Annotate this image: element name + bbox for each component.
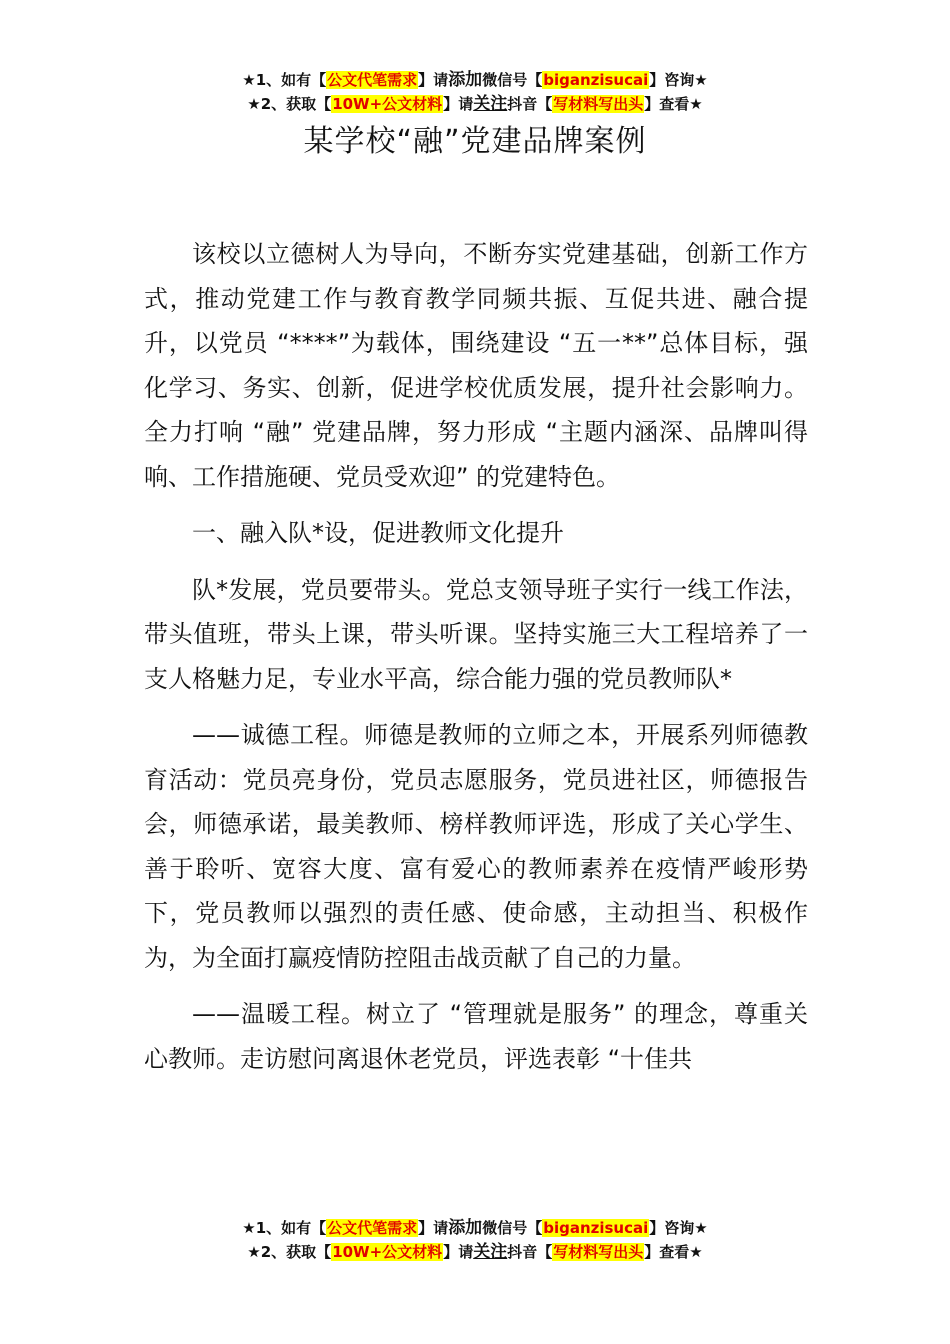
promo-text: 】查看★ <box>644 1243 703 1261</box>
promo-text: 】请 <box>443 1243 474 1261</box>
promo-highlight: 10W+公文材料 <box>332 95 443 113</box>
promo-emphasis: 添加 <box>448 70 483 90</box>
promo-text: 抖音【 <box>507 1243 553 1261</box>
promo-highlight: 公文代笔需求 <box>327 1219 418 1237</box>
promo-emphasis: 关注 <box>473 94 508 114</box>
promo-highlight: 10W+公文材料 <box>332 1243 443 1261</box>
promo-line-1 <box>0 1216 950 1240</box>
document-title: 某学校“融”党建品牌案例 <box>303 124 647 159</box>
promo-emphasis: 关注 <box>473 1242 508 1262</box>
promo-emphasis: 添加 <box>448 1218 483 1238</box>
promo-text: 】查看★ <box>644 95 703 113</box>
promo-text: ★1、如有【 <box>242 71 327 89</box>
promo-text: 】请 <box>443 95 474 113</box>
promo-line-2 <box>0 1240 950 1264</box>
document-body <box>144 232 808 1093</box>
promo-highlight: 公文代笔需求 <box>327 71 418 89</box>
section-heading: 一、融入队*设，促进教师文化提升 <box>192 519 564 547</box>
promo-text: 抖音【 <box>507 95 553 113</box>
body-paragraph: ——诚德工程。师德是教师的立师之本，开展系列师德教育活动：党员亮身份，党员志愿服务，党员进社区，师德报告会，师德承诺，最美教师、榜样教师评选，形成了关心学生、善于聆听、宽容大度、富有爱心的教师素养在疫情严峻形势下，党员教师以强烈的责任感、使命感，主动担当、积极作为，为全面打赢疫情防控阻击战贡献了自己的力量。 <box>144 721 808 972</box>
promo-line-2 <box>0 92 950 116</box>
promo-text: 】请 <box>418 71 449 89</box>
body-paragraph: ——温暖工程。树立了 “管理就是服务” 的理念，尊重关心教师。走访慰问离退休老党员，评选表彰 “十佳共 <box>144 1000 808 1073</box>
promo-text: ★2、获取【 <box>247 95 332 113</box>
promo-text: ★2、获取【 <box>247 1243 332 1261</box>
promo-text: ★1、如有【 <box>242 1219 327 1237</box>
promo-text: 】咨询★ <box>649 71 708 89</box>
promo-douyin-id: 写材料写出头 <box>553 95 644 113</box>
promo-text: 】请 <box>418 1219 449 1237</box>
promo-line-1 <box>0 68 950 92</box>
body-paragraph: 队*发展，党员要带头。党总支领导班子实行一线工作法，带头值班，带头上课，带头听课。坚持实施三大工程培养了一支人格魅力足，专业水平高，综合能力强的党员教师队* <box>144 575 808 693</box>
promo-douyin-id: 写材料写出头 <box>553 1243 644 1261</box>
promo-text: 】咨询★ <box>649 1219 708 1237</box>
promo-banner-top <box>0 68 950 116</box>
promo-text: 微信号【 <box>482 1219 543 1237</box>
promo-wechat-id: biganzisucai <box>543 71 649 89</box>
promo-banner-bottom <box>0 1216 950 1264</box>
promo-text: 微信号【 <box>482 71 543 89</box>
promo-wechat-id: biganzisucai <box>543 1219 649 1237</box>
intro-paragraph: 该校以立德树人为导向，不断夯实党建基础，创新工作方式，推动党建工作与教育教学同频共振、互促共进、融合提升，以党员 “****”为载体，围绕建设 “五一**”总体目标，强化学习、务实、创新，促进学校优质发展，提升社会影响力。全力打响 “融” 党建品牌，努力形成 “主题内涵深、品牌叫得响、工作措施硬、党员受欢迎” 的党建特色。 <box>144 240 808 491</box>
